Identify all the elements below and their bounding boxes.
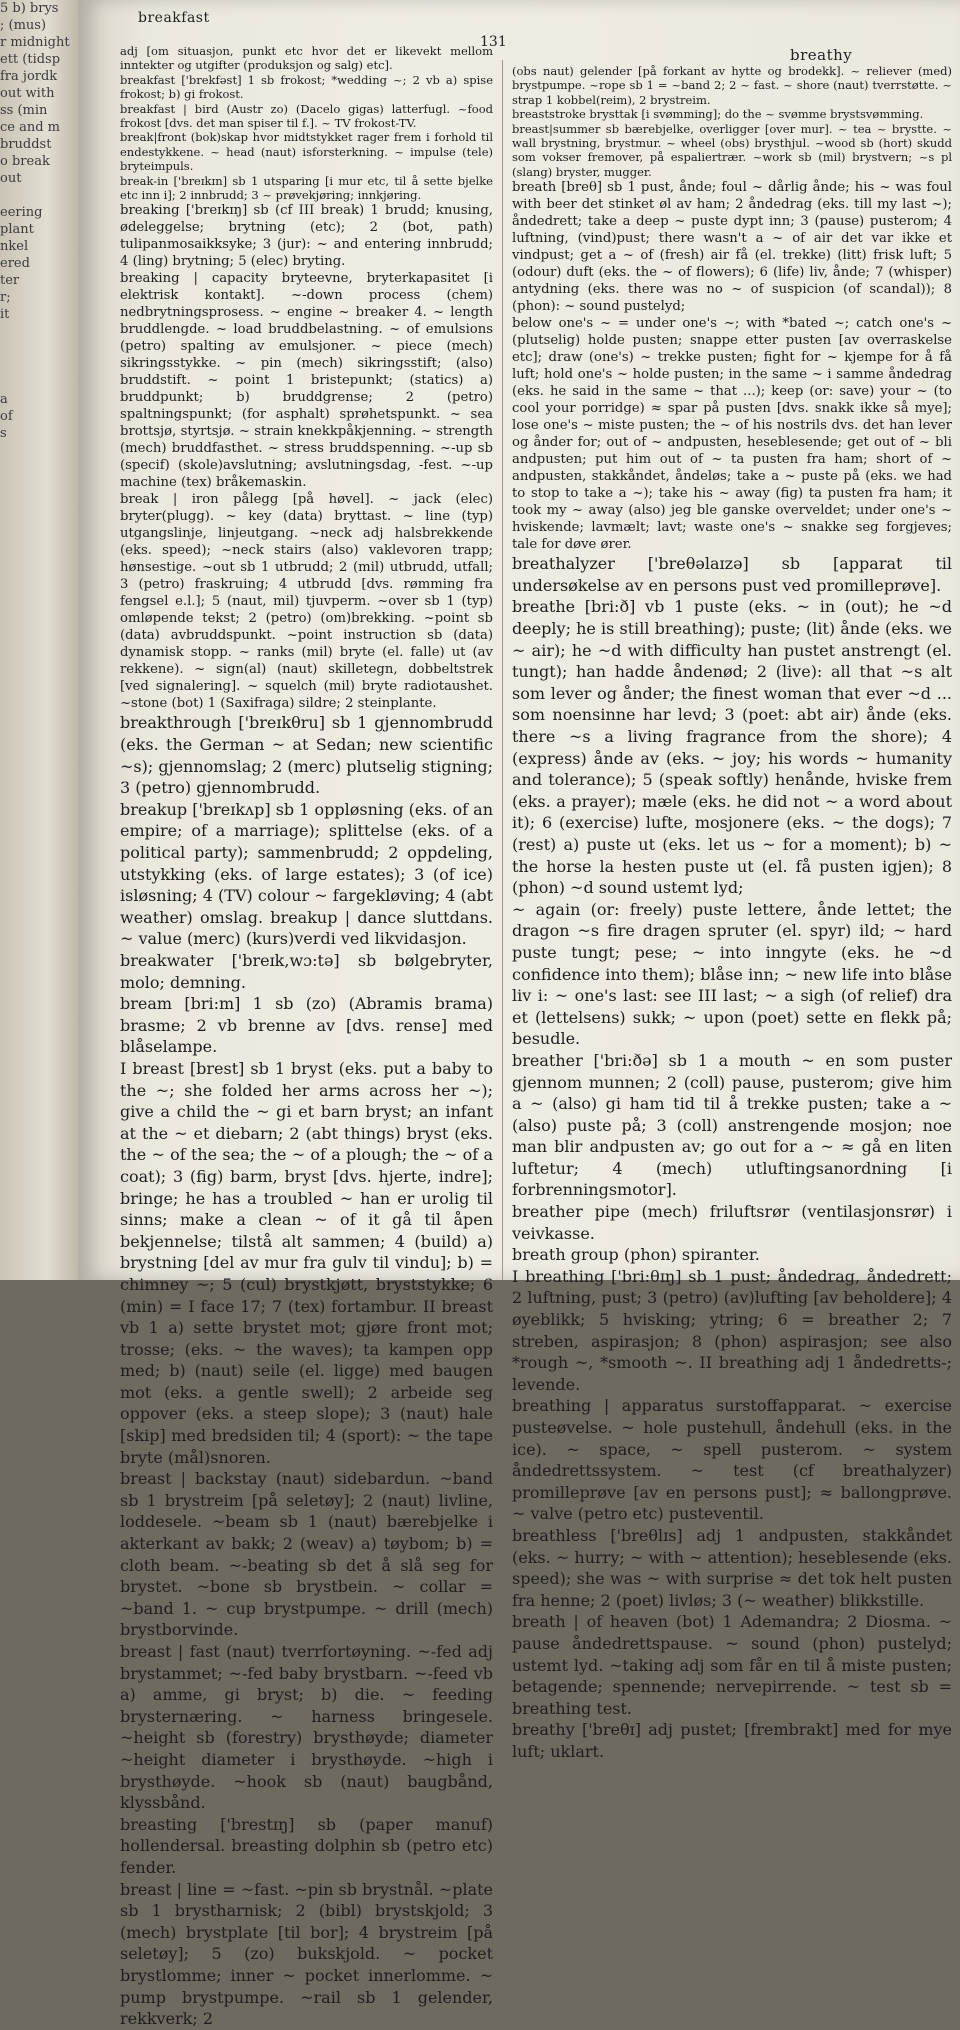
left-page-fragment: s: [0, 426, 7, 441]
guide-word-left: breakfast: [138, 10, 210, 26]
dictionary-entry: bream [bri:m] 1 sb (zo) (Abramis brama) brasme; 2 vb brenne av [dvs. rense] med blåselampe.: [120, 994, 493, 1057]
dictionary-entry: break-in ['breɪkɪn] sb 1 utsparing [i mur etc, til å sette bjelke etc inn i]; 2 innbrudd; 3 ~ prøvekjøring; innkjøring.: [120, 173, 493, 203]
dictionary-entry: breasting ['brestɪŋ] sb (paper manuf) hollendersal. breasting dolphin sb (petro etc) fender.: [120, 1814, 493, 1877]
dictionary-entry: breakfast | bird (Austr zo) (Dacelo gigas) latterfugl. ~food frokost [dvs. det man spiser til f.]. ~ TV frokost-TV.: [120, 101, 493, 131]
dictionary-entry: (obs naut) gelender [på forkant av hytte og brodekk]. ~ reliever (med) brystpumpe. ~rope sb 1 = ~band 2; 2 ~ fast. ~ shore (naut) tverrstøtte. ~ strap 1 kobbel(reim), 2 brystreim.: [512, 64, 952, 107]
dictionary-page: [78, 0, 960, 2029]
dictionary-entry: breathless ['breθlɪs] adj 1 andpusten, stakkåndet (eks. ~ hurry; ~ with ~ attention); heseblesende (eks. speed); she was ~ with surprise ≈ det tok helt pusten fra henne; 2 (poet) livløs; 3 (~ weather) blikkstille.: [512, 1525, 952, 1610]
dictionary-entry: breast|summer sb bærebjelke, overligger [over mur]. ~ tea ~ brystte. ~ wall brystning, brystmur. ~ wheel (obs) brysthjul. ~wood sb (hort) skudd som vokser fremover, på espaliertrær. ~work sb (mil) brystvern; ~s pl (slang) bryster, mugger.: [512, 121, 952, 179]
left-page-fragment: out with: [0, 86, 55, 101]
dictionary-entry: breaking | capacity bryteevne, bryterkapasitet [i elektrisk kontakt]. ~-down process (chem) nedbrytningsprosess. ~ engine ~ breaker 4. ~ length bruddlengde. ~ load bruddbelastning. ~ of emulsions (petro) spalting av emulsjoner. ~ piece (mech) sikringsstykke. ~ pin (mech) sikringsstift; (also) bruddstift. ~ point 1 bristepunkt; (statics) a) bruddpunkt; b) bruddgrense; 2 (petro) spaltningspunkt; (for asphalt) sprøhetspunkt. ~ sea brottsjø, styrtsjø. ~ strain knekkpåkjenning. ~ strength (mech) bruddfasthet. ~ stress bruddspenning. ~-up sb (specif) (skole)avslutning; avslutningsdag, -fest. ~-up machine (tex) bråkemaskin.: [120, 271, 493, 491]
dictionary-entry: I breast [brest] sb 1 bryst (eks. put a baby to the ~; she folded her arms across her ~); give a child the ~ gi et barn bryst; an infant at the ~ et diebarn; 2 (abt things) bryst (eks. the ~ of the sea; the ~ of a plough; the ~ of a coat); 3 (fig) barm, bryst [dvs. hjerte, indre]; bringe; he has a troubled ~ han er urolig til sinns; make a clean ~ of it gå til åpen bekjennelse; tilstå alt sammen; 4 (build) a) brystning [del av mur fra gulv til vindu]; b) = chimney ~; 5 (cul) brystkjøtt, bryststykke; 6 (min) = I face 17; 7 (tex) fortambur. II breast vb 1 a) sette brystet mot; gjøre front mot; trosse; (eks. ~ the waves); ta kampen opp med; b) (naut) seile (el. ligge) med baugen mot (eks. a gentle swell); 2 arbeide seg oppover (eks. a steep slope); 3 (naut) hale [skip] med bredsiden til; 4 (sport): ~ the tape bryte (mål)snoren.: [120, 1058, 493, 1467]
left-page-fragment: eering: [0, 205, 43, 220]
dictionary-entry: breath group (phon) spiranter.: [512, 1245, 760, 1265]
left-page-fragment: ce and m: [0, 120, 61, 135]
dictionary-entry: breathalyzer ['breθəlaɪzə] sb [apparat til undersøkelse av en persons pust ved promilleprøve].: [512, 554, 952, 595]
left-page-fragment: [0, 323, 78, 340]
dictionary-entry: breather ['bri:ðə] sb 1 a mouth ~ en som puster gjennom munnen; 2 (coll) pause, pusterom; give him a ~ (also) gi ham tid til å trekke pusten; take a ~ (also) puste på; 3 (coll) anstrengende mosjon; noe man blir andpusten av; go out for a ~ ≈ gå en liten luftetur; 4 (mech) utluftingsanordning [i forbrenningsmotor].: [512, 1050, 952, 1200]
left-page-fragment: [0, 374, 78, 391]
dictionary-entry: breath | of heaven (bot) 1 Ademandra; 2 Diosma. ~ pause åndedrettspause. ~ sound (phon) pustelyd; ustemt lyd. ~taking adj som får en til å miste pusten; betagende; spennende; nervepirrende. ~ test sb = breathing test.: [512, 1612, 952, 1718]
left-page-fragment: ; (mus): [0, 18, 47, 33]
dictionary-entry: breather pipe (mech) friluftsrør (ventilasjonsrør) i veivkasse.: [512, 1202, 952, 1243]
left-page-fragment: bruddst: [0, 137, 52, 152]
left-page-fragment: of: [0, 409, 13, 424]
dictionary-entry: ~ again (or: freely) puste lettere, ånde lettet; the dragon ~s fire dragen spruter (el. spyr) ild; ~ hard puste tungt; pese; ~ into inngyte (eks. he ~d confidence into them); blåse inn; ~ new life into blåse liv i: ~ one's last: see III last; ~ a sigh (of relief) dra et (lettelsens) sukk; ~ upon (poet) sette en flekk på; besudle.: [512, 899, 952, 1049]
left-page-fragment: 5 b) brys: [0, 1, 59, 16]
dictionary-entry: breakthrough ['breɪkθru] sb 1 gjennombrudd (eks. the German ~ at Sedan; new scientific ~s); gjennomslag; 2 (merc) plutselig stigning; 3 (petro) gjennombrudd.: [120, 713, 493, 798]
dictionary-entry: I breathing ['bri:θɪŋ] sb 1 pust; åndedrag, åndedrett; 2 luftning, pust; 3 (petro) (av)lufting [av beholdere]; 4 øyeblikk; 5 hvisking; ytring; 6 = breather 2; 7 streben, aspirasjon; 8 (phon) aspirasjon; see also *rough ~, *smooth ~. II breathing adj 1 åndedretts-; levende.: [512, 1266, 952, 1394]
dictionary-entry: breast | fast (naut) tverrfortøyning. ~-fed adj brystammet; ~-fed baby brystbarn. ~-feed vb a) amme, gi bryst; b) die. ~ feeding brysternæring. ~ harness bringesele. ~height sb (forestry) brysthøyde; diameter ~height diameter i brysthøyde. ~high i brysthøyde. ~hook sb (naut) baugbånd, klyssbånd.: [120, 1642, 493, 1813]
right-column: [512, 64, 952, 1763]
left-page-fragment: r;: [0, 290, 11, 305]
dictionary-entry: break|front (bok)skap hvor midtstykket rager frem i forhold til endestykkene. ~ head (naut) isforsterkning. ~ impulse (tele) bryteimpuls.: [120, 130, 493, 174]
left-page-fragment: nkel: [0, 239, 29, 254]
left-page-text: [0, 0, 78, 442]
guide-word-right: breathy: [790, 46, 853, 64]
dictionary-entry: breakwater ['breɪk,wɔ:tə] sb bølgebryter, molo; demning.: [120, 951, 493, 992]
left-page-fragment: [0, 187, 78, 204]
left-page-fragment: out: [0, 171, 22, 186]
dictionary-entry: breaststroke brysttak [i svømming]; do the ~ svømme brystsvømming.: [512, 107, 924, 122]
column-divider: [502, 60, 503, 1280]
dictionary-entry: breakup ['breɪkʌp] sb 1 oppløsning (eks. of an empire; of a marriage); splittelse (eks. of a political party); sammenbrudd; 2 oppdeling, utstykking (eks. of large estates); 3 (of ice) isløsning; 4 (TV) colour ~ fargekløving; 4 (abt weather) omslag. breakup | dance sluttdans. ~ value (merc) (kurs)verdi ved likvidasjon.: [120, 799, 493, 949]
dictionary-entry: below one's ~ = under one's ~; with *bated ~; catch one's ~ (plutselig) holde pusten; snappe etter pusten [av overraskelse etc]; draw (one's) ~ trekke pusten; fight for ~ kjempe for å få luft; hold one's ~ holde pusten; in the same ~ i samme åndedrag (eks. he said in the same ~ that ...); keep (or: save) your ~ (to cool your porridge) ≈ spar på pusten [dvs. snakk ikke så mye]; lose one's ~ miste pusten; the ~ of his nostrils dvs. det han lever og ånder for; out of ~ andpusten, heseblesende; get out of ~ bli andpusten; put him out of ~ ta pusten fra ham; short of ~ andpusten, stakkåndet, åndeløs; take a ~ puste på (eks. we had to stop to take a ~); take his ~ away (fig) ta pusten fra ham; it took my ~ away (also) jeg ble ganske overveldet; under one's ~ hviskende; lavmælt; lavt; waste one's ~ snakke seg forgjeves; tale for døve ører.: [512, 316, 952, 553]
dictionary-entry: breast | line = ~fast. ~pin sb brystnål. ~plate sb 1 brystharnisk; 2 (bibl) brystskjold; 3 (mech) brystplate [til bor]; 4 brystreim [på seletøy]; 5 (zo) bukskjold. ~ pocket brystlomme; inner ~ pocket innerlomme. ~ pump brystpumpe. ~rail sb 1 gelender, rekkverk; 2: [120, 1879, 493, 2029]
left-column: [120, 44, 493, 2030]
dictionary-entry: breathing | apparatus surstoffapparat. ~ exercise pusteøvelse. ~ hole pustehull, åndehull (eks. in the ice). ~ space, ~ spell pusterom. ~ system åndedrettssystem. ~ test (cf breathalyzer) promilleprøve [av en persons pust]; ≈ ballongprøve. ~ valve (petro etc) pusteventil.: [512, 1396, 952, 1524]
left-page-fragment: ss (min: [0, 103, 48, 118]
left-page-edge: [0, 0, 78, 1280]
left-page-fragment: plant: [0, 222, 34, 237]
dictionary-entry: breakfast ['brekfəst] 1 sb frokost; *wedding ~; 2 vb a) spise frokost; b) gi frokost.: [120, 72, 493, 102]
left-page-fragment: fra jordk: [0, 69, 58, 84]
dictionary-entry: break | iron pålegg [på høvel]. ~ jack (elec) bryter(plugg). ~ key (data) bryttast. ~ line (typ) utgangslinje, linjeutgang. ~neck adj halsbrekkende (eks. speed); ~neck stairs (also) vaklevoren trapp; hønsestige. ~out sb 1 utbrudd; 2 (mil) utbrudd, utfall; 3 (petro) fraskruing; 4 utbrudd [dvs. rømming fra fengsel e.l.]; 5 (naut, mil) tjuvperm. ~over sb 1 (typ) omløpende tekst; 2 (petro) (om)brekking. ~point sb (data) avbruddspunkt. ~point instruction sb (data) dynamisk stopp. ~ ranks (mil) bryte (el. falle) ut (av rekkene). ~ sign(al) (naut) skilletegn, dobbeltstrek [ved signalering]. ~ squelch (mil) bryte radiotaushet. ~stone (bot) 1 (Saxifraga) sildre; 2 steinplante.: [120, 492, 493, 712]
dictionary-entry: breathy ['breθɪ] adj pustet; [frembrakt] med for mye luft; uklart.: [512, 1720, 952, 1761]
page-number: 131: [480, 34, 507, 50]
left-page-fragment: [0, 357, 78, 374]
dictionary-entry: breath [breθ] sb 1 pust, ånde; foul ~ dårlig ånde; his ~ was foul with beer det stinket øl av ham; 2 åndedrag (eks. till my last ~); åndedrett; take a deep ~ puste dypt inn; 3 (pause) pusterom; 4 luftning, (vind)pust; there wasn't a ~ of air det var ikke et vindpust; get a ~ of (fresh) air få (el. trekke) (litt) frisk luft; 5 (odour) duft (eks. the ~ of flowers); 6 (life) liv, ånde; 7 (whisper) antydning (eks. there was no ~ of suspicion (of scandal)); 8 (phon): ~ sound pustelyd;: [512, 180, 952, 315]
left-page-fragment: ter: [0, 273, 20, 288]
dictionary-entry: breathe [bri:ð] vb 1 puste (eks. ~ in (out); he ~d deeply; he is still breathing); puste; (lit) ånde (eks. we ~ air); he ~d with difficulty han pustet anstrengt (el. tungt); han hadde åndenød; 2 (live): all that ~s alt som lever og ånder; the finest woman that ever ~d ... som noensinne har levd; 3 (poet: abt air) ånde (eks. there ~s a living fragrance from the shore); 4 (express) ånde av (eks. ~ joy; his words ~ humanity and tolerance); 5 (speak softly) henånde, hviske frem (eks. a prayer); mæle (eks. he did not ~ a word about it); 6 (exercise) lufte, mosjonere (eks. ~ the dogs); 7 (rest) a) puste ut (eks. let us ~ for a moment); b) ~ the horse la hesten puste ut (el. få pusten igjen); 8 (phon) ~d sound ustemt lyd;: [512, 597, 952, 898]
dictionary-entry: breast | backstay (naut) sidebardun. ~band sb 1 brystreim [på seletøy]; 2 (naut) livline, loddesele. ~beam sb 1 (naut) bærebjelke i akterkant av bakk; 2 (weav) a) tøybom; b) = cloth beam. ~-beating sb det å slå seg for brystet. ~bone sb brystbein. ~ collar = ~band 1. ~ cup brystpumpe. ~ drill (mech) brystborvinde.: [120, 1469, 493, 1640]
left-page-fragment: it: [0, 307, 10, 322]
left-page-fragment: ered: [0, 256, 30, 271]
left-page-fragment: ett (tidsp: [0, 52, 61, 67]
left-page-fragment: r midnight: [0, 35, 70, 50]
dictionary-entry: adj [om situasjon, punkt etc hvor det er likevekt mellom inntekter og utgifter (produksjon og salg) etc].: [120, 44, 493, 73]
left-page-fragment: [0, 340, 78, 357]
left-page-fragment: a: [0, 392, 8, 407]
left-page-fragment: o break: [0, 154, 50, 169]
dictionary-entry: breaking ['breɪkɪŋ] sb (cf III break) 1 brudd; knusing, ødeleggelse; brytning (etc); 2 (bot, path) tulipanmosaikksyke; 3 (jur): ~ and entering innbrudd; 4 (ling) brytning; 5 (elec) bryting.: [120, 203, 493, 270]
